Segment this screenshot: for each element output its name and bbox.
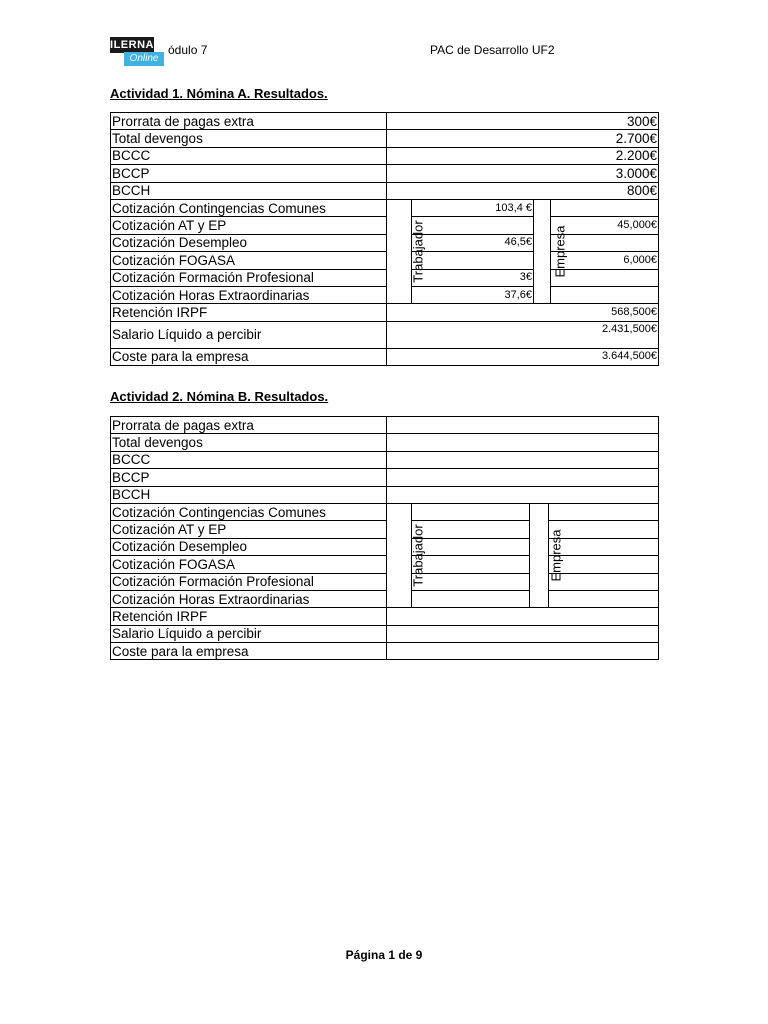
- row-label: Cotización Formación Profesional: [111, 573, 387, 590]
- row-value: [387, 625, 659, 642]
- worker-value: [412, 538, 530, 555]
- ilerna-logo: [110, 37, 170, 71]
- table-row: [111, 590, 659, 607]
- table-row: [111, 556, 659, 573]
- row-label: BCCC: [111, 147, 387, 164]
- row-value: [387, 608, 659, 625]
- worker-value: [412, 503, 530, 520]
- company-value: [549, 503, 659, 520]
- row-label: Cotización Desempleo: [111, 538, 387, 555]
- table-row: [111, 304, 659, 321]
- activity-1-title: Actividad 1. Nómina A. Resultados.: [110, 86, 328, 101]
- row-value: 2.700€: [387, 130, 659, 147]
- row-label: Cotización Formación Profesional: [111, 269, 387, 286]
- row-label: BCCP: [111, 469, 387, 486]
- row-value: 2.200€: [387, 147, 659, 164]
- row-label: Cotización Horas Extraordinarias: [111, 590, 387, 607]
- table-row: [111, 417, 659, 434]
- row-label: Cotización Contingencias Comunes: [111, 503, 387, 520]
- table-row: [111, 165, 659, 182]
- row-label: Coste para la empresa: [111, 348, 387, 365]
- company-value: [549, 521, 659, 538]
- row-label: Prorrata de pagas extra: [111, 113, 387, 130]
- row-value: [387, 434, 659, 451]
- worker-label: Trabajador: [410, 220, 426, 283]
- table-row: [111, 321, 659, 348]
- table-row: [111, 130, 659, 147]
- row-label: Retención IRPF: [111, 304, 387, 321]
- worker-value: [412, 252, 534, 269]
- table-row: [111, 434, 659, 451]
- row-label: Cotización AT y EP: [111, 217, 387, 234]
- row-value: 3.000€: [387, 165, 659, 182]
- row-label: Cotización Desempleo: [111, 234, 387, 251]
- row-label: BCCH: [111, 486, 387, 503]
- company-value: 6,000€: [551, 252, 659, 269]
- worker-value: [412, 521, 530, 538]
- worker-value: [412, 556, 530, 573]
- table-row: [111, 199, 659, 216]
- row-value: 2.431,500€: [387, 321, 659, 348]
- row-value: 800€: [387, 182, 659, 199]
- table-row: [111, 269, 659, 286]
- table-row: [111, 286, 659, 303]
- company-label: Empresa: [548, 529, 564, 582]
- row-value: [387, 451, 659, 468]
- row-label: Prorrata de pagas extra: [111, 417, 387, 434]
- company-value: [549, 590, 659, 607]
- row-label: Cotización FOGASA: [111, 252, 387, 269]
- table-row: [111, 573, 659, 590]
- table-row: [111, 252, 659, 269]
- worker-value: 46,5€: [412, 234, 534, 251]
- worker-value: 3€: [412, 269, 534, 286]
- page-number: Página 1 de 9: [345, 948, 423, 962]
- row-label: BCCC: [111, 451, 387, 468]
- row-label: Cotización Horas Extraordinarias: [111, 286, 387, 303]
- company-value: [549, 538, 659, 555]
- row-label: Cotización Contingencias Comunes: [111, 199, 387, 216]
- header-modulo: ódulo 7: [168, 43, 208, 57]
- row-label: Salario Líquido a percibir: [111, 321, 387, 348]
- table-row: [111, 521, 659, 538]
- row-value: 568,500€: [387, 304, 659, 321]
- header-title: PAC de Desarrollo UF2: [430, 43, 555, 57]
- worker-value: 103,4 €: [412, 199, 534, 216]
- logo-bottom-text: Online: [124, 52, 164, 66]
- row-value: [387, 469, 659, 486]
- worker-value: 37,6€: [412, 286, 534, 303]
- company-value: [549, 573, 659, 590]
- worker-label: Trabajador: [410, 524, 426, 587]
- worker-header: [387, 199, 426, 303]
- company-header: [534, 199, 568, 303]
- company-value: [549, 556, 659, 573]
- row-label: Salario Líquido a percibir: [111, 625, 387, 642]
- row-label: BCCH: [111, 182, 387, 199]
- table-row: [111, 643, 659, 660]
- table-row: [111, 486, 659, 503]
- table-row: [111, 451, 659, 468]
- table-row: [111, 608, 659, 625]
- worker-value: [412, 217, 534, 234]
- worker-value: [412, 573, 530, 590]
- company-label: Empresa: [552, 225, 568, 278]
- worker-value: [412, 590, 530, 607]
- table-row: [111, 503, 659, 520]
- company-value: [551, 286, 659, 303]
- row-label: BCCP: [111, 165, 387, 182]
- company-value: [551, 199, 659, 216]
- table-row: [111, 625, 659, 642]
- table-row: [111, 147, 659, 164]
- row-value: [387, 486, 659, 503]
- table-row: [111, 217, 659, 234]
- row-value: [387, 643, 659, 660]
- table-row: [111, 113, 659, 130]
- row-label: Retención IRPF: [111, 608, 387, 625]
- table-row: [111, 469, 659, 486]
- company-header: [530, 503, 564, 607]
- table-row: [111, 182, 659, 199]
- table-row: [111, 234, 659, 251]
- row-label: Total devengos: [111, 434, 387, 451]
- worker-header: [387, 503, 426, 607]
- row-label: Cotización AT y EP: [111, 521, 387, 538]
- row-label: Coste para la empresa: [111, 643, 387, 660]
- table-row: [111, 348, 659, 365]
- table-row: [111, 538, 659, 555]
- row-value: 3.644,500€: [387, 348, 659, 365]
- row-label: Cotización FOGASA: [111, 556, 387, 573]
- activity-2-table: [110, 416, 659, 660]
- logo-top-text: ILERNA: [110, 39, 154, 51]
- activity-1-table: [110, 112, 659, 366]
- company-value: 45,000€: [551, 217, 659, 234]
- activity-2-title: Actividad 2. Nómina B. Resultados.: [110, 389, 329, 404]
- row-value: 300€: [387, 113, 659, 130]
- row-value: [387, 417, 659, 434]
- row-label: Total devengos: [111, 130, 387, 147]
